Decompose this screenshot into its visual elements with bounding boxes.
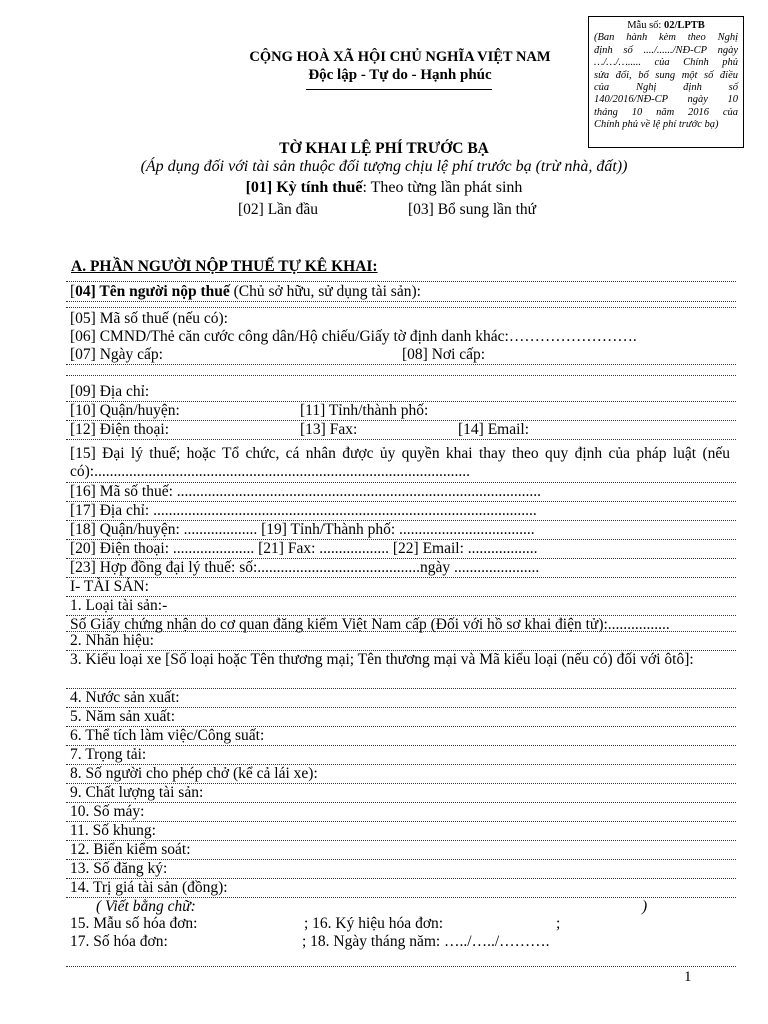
payload-field[interactable]: 7. Trọng tải: <box>70 746 147 763</box>
motto: Độc lập - Tự do - Hạnh phúc <box>308 67 492 83</box>
asset-quality-field[interactable]: 9. Chất lượng tài sản: <box>70 784 204 801</box>
dotted-line <box>66 307 736 308</box>
issue-place-field[interactable]: [08] Nơi cấp: <box>402 346 486 363</box>
registration-number-field[interactable]: 13. Số đăng ký: <box>70 860 168 877</box>
dotted-line <box>66 966 736 967</box>
form-code-box <box>588 16 744 148</box>
dotted-line <box>66 281 736 282</box>
supplement-label: [03] Bổ sung lần thứ <box>408 201 537 218</box>
invoice-date-field[interactable]: ; 18. Ngày tháng năm: …../…../………. <box>302 933 550 950</box>
id-document-field[interactable]: [06] CMND/Thẻ căn cước công dân/Hộ chiếu/Giấy tờ định danh khác:……………………. <box>70 328 637 345</box>
tax-code-field[interactable]: [05] Mã số thuế (nếu có): <box>70 310 228 327</box>
chassis-number-field[interactable]: 11. Số khung: <box>70 822 156 839</box>
district-field[interactable]: [10] Quận/huyện: <box>70 402 180 419</box>
value-in-words-field[interactable]: ( Viết bằng chữ: <box>96 898 196 915</box>
taxpayer-name-field[interactable]: [04] Tên người nộp thuế (Chủ sở hữu, sử dụng tài sản): <box>70 283 421 300</box>
vehicle-model-field[interactable]: 3. Kiểu loại xe [Số loại hoặc Tên thương mại; Tên thương mại và Mã kiểu loại (nếu có) đối với ôtô]: <box>70 651 694 668</box>
value-in-words-close: ) <box>642 898 648 915</box>
first-time-row <box>238 201 326 219</box>
form-code: Mẫu số: 02/LPTB <box>627 20 705 31</box>
assets-heading: I- TÀI SẢN: <box>70 578 149 595</box>
section-a-heading: A. PHẦN NGƯỜI NỘP THUẾ TỰ KÊ KHAI: <box>71 258 378 275</box>
agent-contract-field[interactable]: [23] Hợp đồng đại lý thuế: số:..........................................ngày ...................... <box>70 559 540 576</box>
issue-date-field[interactable]: [07] Ngày cấp: <box>70 346 163 363</box>
motto-underline <box>306 89 492 90</box>
page-title: TỜ KHAI LỆ PHÍ TRƯỚC BẠ <box>279 140 489 157</box>
fax-field[interactable]: [13] Fax: <box>300 421 358 438</box>
form-decree-line: (Ban hành kèm theo Nghị <box>594 32 738 44</box>
asset-value-field[interactable]: 14. Trị giá tài sản (đồng): <box>70 879 228 896</box>
form-decree-line: sửa đổi, bổ sung một số điều <box>594 69 738 81</box>
agent-district-province-field[interactable]: [18] Quận/huyện: ................... [19] Tỉnh/Thành phố: ................................... <box>70 521 535 538</box>
email-field[interactable]: [14] Email: <box>458 421 530 438</box>
tax-period-option: Theo từng lần phát sinh <box>370 179 523 196</box>
first-time-label: [02] Lần đầu <box>238 201 319 218</box>
agent-address-field[interactable]: [17] Địa chỉ: ................................................................................................... <box>70 502 537 519</box>
engine-number-field[interactable]: 10. Số máy: <box>70 803 145 820</box>
form-decree-line: tháng 10 năm 2016 của <box>594 106 738 118</box>
dotted-line <box>66 439 736 440</box>
invoice-form-field[interactable]: 15. Mẫu số hóa đơn: <box>70 915 198 932</box>
manufacture-year-field[interactable]: 5. Năm sản xuất: <box>70 708 176 725</box>
form-decree-line: Chính phủ về lệ phí trước bạ) <box>594 119 719 131</box>
form-decree-line: …/…/…..... của Chính phủ <box>594 57 738 69</box>
form-decree-line: 140/2016/NĐ-CP ngày 10 <box>594 94 738 106</box>
inspection-certificate-field[interactable]: Số Giấy chứng nhận do cơ quan đăng kiểm Việt Nam cấp (Đối với hồ sơ khai điện tử):................ <box>70 616 670 633</box>
passenger-capacity-field[interactable]: 8. Số người cho phép chở (kể cả lái xe): <box>70 765 318 782</box>
form-decree-line: định số ..../....../NĐ-CP ngày <box>594 44 738 56</box>
invoice-symbol-end: ; <box>556 915 561 932</box>
tax-period-label: [01] Kỳ tính thuế <box>245 179 363 196</box>
address-field[interactable]: [09] Địa chỉ: <box>70 383 150 400</box>
page-subtitle: (Áp dụng đối với tài sản thuộc đối tượng chịu lệ phí trước bạ (trừ nhà, đất)) <box>140 158 628 175</box>
engine-capacity-field[interactable]: 6. Thể tích làm việc/Công suất: <box>70 727 265 744</box>
invoice-symbol-field[interactable]: ; 16. Ký hiệu hóa đơn: <box>304 915 444 932</box>
dotted-line <box>66 301 736 302</box>
province-field[interactable]: [11] Tỉnh/thành phố: <box>300 402 429 419</box>
agent-tax-code-field[interactable]: [16] Mã số thuế: .............................................................................................. <box>70 483 542 500</box>
page-number: 1 <box>684 969 692 985</box>
dotted-line <box>66 375 736 376</box>
supplement-row <box>408 201 544 219</box>
asset-type-field[interactable]: 1. Loại tài sản:- <box>70 597 168 614</box>
country-of-manufacture-field[interactable]: 4. Nước sản xuất: <box>70 689 180 706</box>
dotted-line <box>66 364 736 365</box>
phone-field[interactable]: [12] Điện thoại: <box>70 421 170 438</box>
license-plate-field[interactable]: 12. Biển kiểm soát: <box>70 841 191 858</box>
invoice-number-field[interactable]: 17. Số hóa đơn: <box>70 933 168 950</box>
agent-contact-field[interactable]: [20] Điện thoại: ..................... [21] Fax: .................. [22] Email: .................. <box>70 540 538 557</box>
tax-agent-field[interactable]: [15] Đại lý thuế; hoặc Tổ chức, cá nhân được ủy quyền khai thay theo quy định của pháp luật (nếu có):................................................................................................. <box>70 445 730 480</box>
tax-period-row: [01] Kỳ tính thuế: Theo từng lần phát sinh <box>245 179 523 196</box>
nation-heading: CỘNG HOÀ XÃ HỘI CHỦ NGHĨA VIỆT NAM <box>249 49 551 65</box>
brand-field[interactable]: 2. Nhãn hiệu: <box>70 632 154 649</box>
form-decree-line: của Nghị định số <box>594 82 738 94</box>
